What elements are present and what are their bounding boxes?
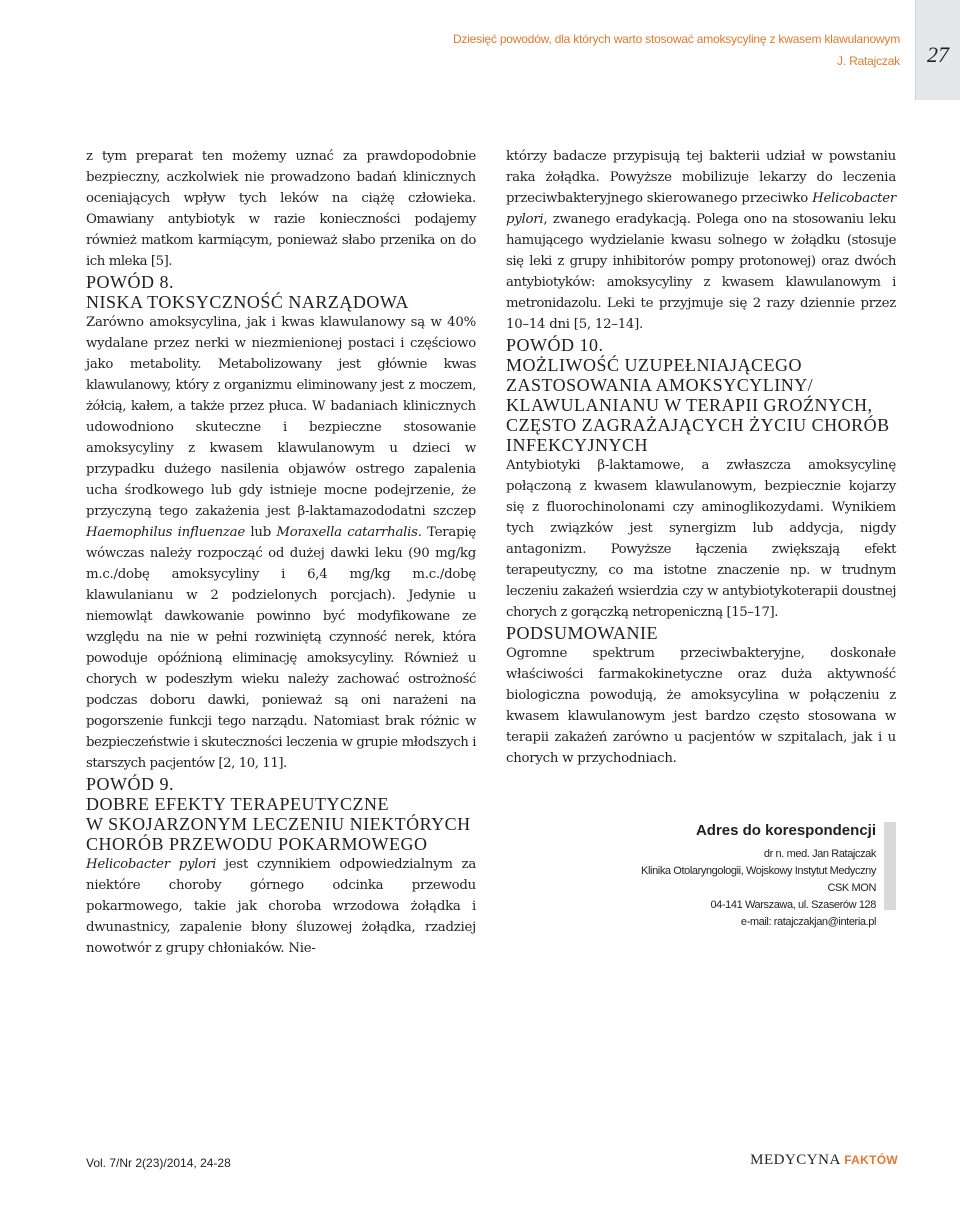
section-10-paragraph [506, 455, 896, 623]
journal-name-accent: FAKTÓW [844, 1153, 898, 1167]
section-10-title-3: KLAWULANIANU W TERAPII GROŹNYCH, [506, 395, 873, 415]
section-9-title-2: W SKOJARZONYM LECZENIU NIEKTÓRYCH [86, 814, 471, 834]
correspondence-institution: Klinika Otolaryngologii, Wojskowy Instytut Medyczny CSK MON [641, 865, 876, 894]
s8-text-4: lub [244, 525, 277, 540]
section-9-number: POWÓD 9. [86, 774, 174, 794]
section-8-number: POWÓD 8. [86, 272, 174, 292]
s10-text-1: Antybiotyki β-laktamowe, a zwłaszcza amoksycylinę połączoną z kwasem klawulanowym, bezpiecznie kojarzy się z fluorochinolonami czy aminoglikozydami. Wynikiem tych związków jest synergizm lub addycja, nigdy antagonizm. [506, 458, 896, 557]
s9-text: jest czynnikiem odpowiedzialnym za niektóre choroby górnego odcinka przewodu pokarmowego, takie jak choroba wrzodowa żołądka i dwunastnicy, zapalenie błony śluzowej żołądka, rzadziej nowotwór z grupy chłoniaków. Nie- [86, 857, 476, 956]
section-10-heading [506, 335, 896, 455]
intro-text-2: Omawiany antybiotyk w razie konieczności podajemy również matkom karmiącym, ponieważ słabo przenika on do ich mleka [5]. [86, 212, 476, 269]
journal-name-main: MEDYCYNA [750, 1152, 840, 1168]
section-10-title-5: INFEKCYJNYCH [506, 435, 649, 455]
section-9-heading [86, 774, 476, 854]
section-9-continued [506, 146, 896, 335]
section-9-paragraph [86, 854, 476, 959]
correspondence-email: e-mail: ratajczakjan@interia.pl [740, 916, 876, 928]
s8-species-2: Moraxella catarrhalis [276, 525, 418, 540]
section-10-title-4: CZĘSTO ZAGRAŻAJĄCYCH ŻYCIU CHORÓB [506, 415, 890, 435]
section-10-number: POWÓD 10. [506, 335, 604, 355]
s9-species: Helicobacter pylori [86, 857, 217, 872]
section-8-paragraph [86, 312, 476, 774]
page-number-tab [915, 0, 960, 100]
section-10-title-2: ZASTOSOWANIA AMOKSYCYLINY/ [506, 375, 814, 395]
running-header [380, 28, 900, 72]
s8-text-1: Zarówno amoksycylina, jak i kwas klawulanowy są w 40% wydalane przez nerki w niezmienionej postaci i częściowo jako metabolity. [86, 315, 476, 372]
left-column [86, 146, 476, 959]
s9c-text-4: Leki te przyjmuje się 2 razy dziennie przez 10–14 dni [5, 12–14]. [506, 296, 896, 332]
section-9-title-1: DOBRE EFEKTY TERAPEUTYCZNE [86, 794, 389, 814]
page-number: 27 [927, 42, 949, 67]
s9c-text-3: Polega ono na stosowaniu leku hamującego wydzielanie kwasu solnego w żołądku (stosuje się leki z grupy inhibitorów pompy protonowej) oraz dwóch antybiotyków: amoksycyliny z kwasem klawulanowym i metronidazolu. [506, 212, 896, 311]
correspondence-block [620, 822, 876, 931]
correspondence-address: 04-141 Warszawa, ul. Szaserów 128 [710, 899, 876, 911]
summary-paragraph: Ogromne spektrum przeciwbakteryjne, doskonałe właściwości farmakokinetyczne oraz duża aktywność biologiczna powodują, że amoksycylina w połączeniu z kwasem klawulanowym jest bardzo często stosowana w terapii zakażeń zarówno u pacjentów w szpitalach, jak i u chorych w przychodniach. [506, 646, 896, 766]
s8-text-2: Metabolizowany jest głównie kwas klawulanowy, który z organizmu eliminowany jest z moczem, żółcią, kałem, a także przez płuca. [86, 357, 476, 414]
intro-paragraph [86, 146, 476, 272]
correspondence-title: Adres do korespondencji [695, 822, 876, 839]
section-8-heading [86, 272, 476, 312]
section-9-title-3: CHORÓB PRZEWODU POKARMOWEGO [86, 834, 428, 854]
correspondence-bar [884, 822, 896, 910]
correspondence-name: dr n. med. Jan Ratajczak [763, 848, 876, 860]
section-10-title-1: MOŻLIWOŚĆ UZUPEŁNIAJĄCEGO [506, 355, 802, 375]
s9c-species: Helicobacter pylori [506, 191, 896, 227]
section-8-title: NISKA TOKSYCZNOŚĆ NARZĄDOWA [86, 292, 409, 312]
s8-text-6: Jedynie u niemowląt dawkowanie powinno być modyfikowane ze względu na nie w pełni rozwiniętą czynność nerek, która powoduje opóźnioną eliminację amoksycyliny. Również u chorych w podeszłym wieku należy zachować ostrożność podczas doboru dawki, ponieważ są oni narażeni na pogorszenie funkcji tego narządu. Natomiast brak różnic w bezpieczeństwie i skuteczności leczenia w grupie młodszych i starszych pacjentów [2, 10, 11]. [86, 588, 476, 771]
s8-text-5: . Terapię wówczas należy rozpocząć od dużej dawki leku (90 mg/kg m.c./dobę amoksycyliny i 6,4 mg/kg m.c./dobę klawulanianu w 2 podzielonych porcjach). [86, 525, 476, 603]
s10-text-2: Powyższe łączenia zwiększają efekt terapeutyczny, co ma istotne znaczenie np. w trudnym leczeniu zakażeń wsierdzia czy w antybiotykoterapii doustnej chorych z gorączką netropeniczną [15–17]. [506, 542, 896, 620]
s8-species-1: Haemophilus influenzae [86, 525, 245, 540]
s9c-text-2: , zwanego eradykacją. [543, 212, 691, 227]
footer-volume: Vol. 7/Nr 2(23)/2014, 24-28 [86, 1156, 231, 1170]
s8-text-3: W badaniach klinicznych udowodniono skuteczne i bezpieczne stosowanie amoksycyliny z kwasem klawulanowym u dzieci w przypadku dużego nasilenia objawów ostrego zapalenia ucha środkowego lub gdy istnieje mocne podejrzenie, że przyczyną tego zakażenia jest β-laktamazododatni szczep [86, 399, 476, 519]
running-author: J. Ratajczak [837, 54, 900, 68]
s9c-text-1: którzy badacze przypisują tej bakterii udział w powstaniu raka żołądka. Powyższe mobilizuje lekarzy do leczenia przeciwbakteryjnego skierowanego przeciwko [506, 149, 896, 206]
journal-logo [750, 1152, 898, 1169]
intro-text-1: z tym preparat ten możemy uznać za prawdopodobnie bezpieczny, aczkolwiek nie prowadzono badań klinicznych oceniających wpływ tych leków na ciążę człowieka. [86, 149, 476, 206]
right-column [506, 146, 896, 769]
running-title: Dziesięć powodów, dla których warto stosować amoksycylinę z kwasem klawulanowym [452, 32, 900, 46]
summary-heading: PODSUMOWANIE [506, 623, 659, 643]
